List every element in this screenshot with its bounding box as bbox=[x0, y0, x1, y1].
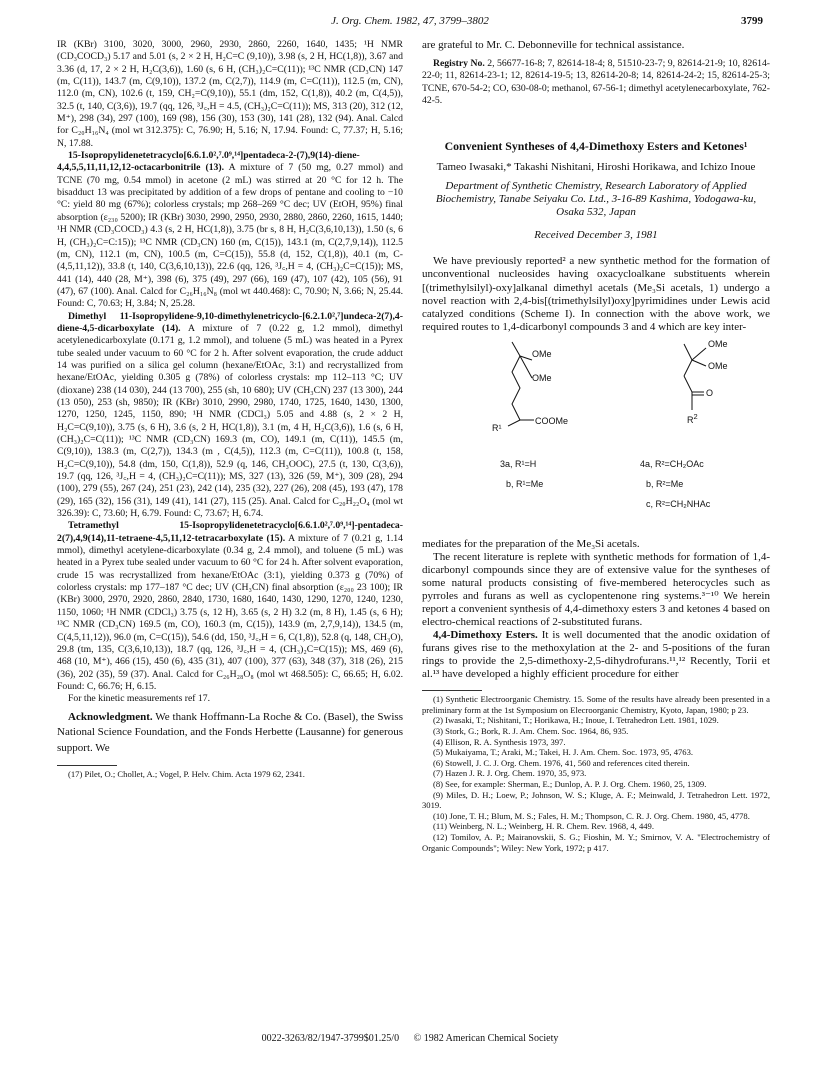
footnote-item: (9) Miles, D. H.; Loew, P.; Johnson, W. S.; Kluge, A. F.; Meinwald, J. Tetrahedron Lett. 1972, 3019. bbox=[422, 789, 770, 811]
coome-label: COOMe bbox=[535, 415, 569, 426]
right-column bbox=[422, 39, 770, 1014]
copyright-notice: © 1982 American Chemical Society bbox=[413, 1033, 559, 1044]
compound-3a-label: 3a, R¹=H bbox=[500, 458, 537, 469]
running-head bbox=[0, 15, 820, 31]
journal-citation: J. Org. Chem. 1982, 47, 3799–3802 bbox=[331, 15, 489, 27]
chain-bond-top bbox=[512, 342, 520, 356]
article-affiliation: Department of Synthetic Chemistry, Research Laboratory of Applied Biochemistry, Tanabe Seiyaku Co. Ltd., 3-16-89 Kashima, Yodogawa-ku, Osaka 532, Japan bbox=[435, 180, 757, 219]
compound-13-title: 15-Isopropylidenetetracyclo[6.6.1.0²,⁷.0⁹,¹⁴]pentadeca-2-(7),9(14)-diene-4,4,5,5,11,11,12,12-octacarbonitrile (13). bbox=[57, 150, 360, 174]
intro-paragraph-3: The recent literature is replete with synthetic methods for formation of 1,4-dicarbonyl compounds since they are of extensive value for the syntheses of some natural products consisting of five-membered heterocycles such as pyrroles and furans as well as cyclopentenone ring systems.³⁻¹⁰ We herein report a convenient synthesis of 4,4-dimethoxy esters 3 and ketones 4 based on electro-chemical reactions of 2-substituted furans. bbox=[422, 550, 770, 628]
registry-numbers bbox=[422, 58, 770, 107]
compound-4b-label: b, R²=Me bbox=[646, 478, 684, 489]
footnote-item: (8) See, for example: Sherman, E.; Dunlop, A. P. J. Org. Chem. 1960, 25, 1309. bbox=[433, 778, 707, 789]
ring-bond-1 bbox=[684, 344, 692, 360]
section-esters bbox=[422, 629, 770, 681]
page-number: 3799 bbox=[741, 15, 763, 27]
article-title: Convenient Syntheses of 4,4-Dimethoxy Esters and Ketones¹ bbox=[444, 139, 748, 154]
article-authors: Tameo Iwasaki,* Takashi Nishitani, Hiroshi Horikawa, and Ichizo Inoue bbox=[436, 161, 756, 174]
chain-zigzag bbox=[512, 356, 520, 420]
compound-4c-label: c, R²=CH₂NHAc bbox=[646, 498, 711, 509]
compound-13-paragraph bbox=[57, 150, 403, 310]
compound-15-paragraph bbox=[57, 520, 403, 693]
acknowledgment-heading: Acknowledgment. bbox=[68, 710, 153, 723]
footnote-item: (11) Weinberg, N. L.; Weinberg, H. R. Chem. Rev. 1968, 4, 449. bbox=[433, 821, 654, 832]
footnote-rule bbox=[57, 765, 117, 766]
ome-label-2: OMe bbox=[532, 372, 552, 383]
compound-14-paragraph bbox=[57, 311, 403, 521]
left-column bbox=[57, 39, 403, 1014]
received-date: Received December 3, 1981 bbox=[534, 229, 658, 242]
footnote-item: (2) Iwasaki, T.; Nishitani, T.; Horikawa, H.; Inoue, I. Tetrahedron Lett. 1981, 1029. bbox=[433, 715, 719, 726]
oxygen-label: O bbox=[706, 387, 714, 398]
section-body: It is well documented that the anodic oxidation of furans gives rise to the methoxylation at the 2- and 5-positions of the furan rings to provide the 2,5-dimethoxy-2,5-dihydrofurans.¹¹,¹² Recently, Torii et al.¹³ have developed a highly efficient procedure for either bbox=[422, 629, 770, 681]
compound-15-title: Tetramethyl 15-Isopropylidenetetracyclo[6.6.1.0²,⁷.0⁹,¹⁴]-pentadeca-2(7),4,9(14),11-tetraene-4,5,11,12-tetracarboxylate (15). bbox=[57, 520, 403, 544]
registry-heading: Registry No. bbox=[433, 58, 485, 70]
compound-12-data: IR (KBr) 3100, 3020, 3000, 2960, 2930, 2860, 2260, 1640, 1435; ¹H NMR (CD₃COCD₃) 5.17 and 5.01 (s, 2 × 2 H, H₂C=C (9,10)), 3.98 (s, 2 H, HC(1,8)), 3.67 and 3.36 (d, 17, 2 × 2 H, H₂C(3,6)), 1.60 (s, 6 H, (CH₃)₂C=C(11)); ¹³C NMR (CD₃CN) 147 (m, C(11)), 143.7 (m, C(9,10)), 137.2 (m, C(2,7)), 114.9 (m, C=C(11)), 112.5 (m, CN), 112.0 (m, CN), 102.6 (t, 159, CH₂=C(9,10)), 55.1 (dm, 152, C(1,8)), 40.2 (m, C(4,5)), 32.5 (t, 140, C(3,6)), 19.7 (qq, 126, ³J꜀,H = 4.5, (CH₃)₂C=C(11)); MS, 313 (20), 312 (12, M⁺), 298 (34), 297 (100), 169 (98), 156 (30), 153 (30), 141 (28), 132 (94). Anal. Calcd for C₂₀H₁₆N₄ (mol wt 312.375): C, 76.90; H, 5.16; N, 17.94. Found: C, 77.37; H, 5.16; N, 17.88. bbox=[57, 39, 403, 149]
compound-3b-label: b, R¹=Me bbox=[506, 478, 544, 489]
ome-bond-3 bbox=[692, 348, 706, 360]
footnote-item: (4) Ellison, R. A. Synthesis 1973, 397. bbox=[433, 736, 566, 747]
acknowledgment bbox=[57, 710, 403, 757]
footnote-item: (6) Stowell, J. C. J. Org. Chem. 1976, 41, 560 and references cited therein. bbox=[433, 757, 690, 768]
article-code: 0022-3263/82/1947-3799$01.25/0 bbox=[261, 1033, 400, 1044]
compound-4a-label: 4a, R²=CH₂OAc bbox=[640, 458, 704, 469]
intro-paragraph-1: We have previously reported² a new synthetic method for the formation of unconventional nucleosides having oxacycloalkane substituents wherein [(trimethylsilyl)-oxy]alkanal dimethyl acetals (Me₃Si acetals, 1) undergo a novel reaction with 2,4-bis[(trimethylsilyl)oxy]pyrimidines under Lewis acid catalyzed conditions (Scheme I). In connection with the above work, we required routes to 1,4-dicarbonyl compounds 3 and 4 which are key inter- bbox=[422, 255, 770, 333]
compound-13-body: A mixture of 7 (50 mg, 0.27 mmol) and TCNE (70 mg, 0.54 mmol) in acetone (2 mL) was stirred at 20 °C for 12 h. The bisadduct 13 was precipitated by addition of a few drops of pentane and cooling to −10 °C: yield 80 mg (67%); colorless crystals; mp 268–269 °C dec; UV (EtOH, 95%) final absorption (ε₂₃₀ 5200); IR (KBr) 3030, 2990, 2950, 2930, 2880, 2860, 2260, 1615, 1440; ¹H NMR (CD₃COCD₃) 4.3 (s, 2 H, HC(1,8)), 3.75 (br s, 8 H, H₂C(3,6,10,13)), 1.50 (s, 6 H, (CH₃)₂C=C:15)); ¹³C NMR (CD₃CN) 160 (m, C(15)), 143.1 (m, C(2,7,9,14)), 112.5 (m, CN), 112.1 (m, CN), 100.5 (m, C=C(15)), 55.8 (d, 152, C(1,8)), 40.1 (m, C-(4,5,11,12)), 33.8 (t, 140, C(3,6,10,13)), 22.6 (qq, 126, ³J꜀,H = 4, (CH₃)₂C=C(15)); MS, 441 (14), 440 (28, M⁺), 398 (6), 375 (49), 297 (66), 169 (47), 107 (42), 105 (56), 91 (47), 67 (100). Anal. Calcd for C₂₆H₁₆N₈ (mol wt 440.468): C, 70.90; N, 3.66; N, 25.44. Found: C, 70.63; H, 3.84; N, 25.28. bbox=[57, 162, 403, 310]
footnote-item: (10) Jone, T. H.; Blum, M. S.; Fales, H. M.; Thompson, C. R. J. Org. Chem. 1980, 45, 4778. bbox=[433, 810, 750, 821]
ring-bond-2 bbox=[684, 360, 692, 376]
ring-bond-3 bbox=[684, 376, 692, 392]
footnote-list bbox=[422, 694, 770, 853]
registry-body: 2, 56677-16-8; 7, 82614-18-4; 8, 51510-23-7; 9, 82614-21-9; 10, 82614-22-0; 11, 82614-23-1; 12, 82614-19-5; 13, 82614-20-8; 14, 82614-24-2; 15, 82614-25-3; TCNE, 670-54-2; CO, 630-08-0; methanol, 67-56-1; dimethyl acetylenecarboxylate, 762-42-5. bbox=[422, 58, 771, 107]
compound-15-body: A mixture of 7 (0.21 g, 1.14 mmol), dimethyl acetylene-dicarboxylate (0.34 g, 2.4 mmol), and toluene (5 mL) was heated in a Pyrex tube sealed under vacuum to 60 °C for 24 h. After solvent evaporation, crude 15 was recrystallized from hexane/EtOAc (3:1), yielding 0.373 g (70%) of colorless crystals: mp 177–187 °C dec; UV (CH₃CN) final absorption (ε₂₀₀ 23 100); IR (KBr) 3000, 2970, 2920, 2860, 2840, 1730, 1680, 1640, 1430, 1290, 1270, 1240, 1230, 1150, 1060; ¹H NMR (CDCl₃) 3.75 (s, 12 H), 3.65 (s, 2 H) 3.2 (m, 8 H), 1.45 (s, 6 H); ¹³C NMR (CD₃CN) 169.5 (m, CO), 160.3 (m, C(15)), 143.9 (m, 2,7,9,14)), 134.5 (m, C(4,5,11,12)), 96.0 (m, C=C(15)), 54.6 (dd, 150, ³J꜀,H = 6, C(1,8)), 52.8 (q, 148, CH₃O), 29.8 (tm, 135, C(3,6,10,13)), 18.7 (qq, 126, ³J꜀,H = 4, (CH₃)₂C=C(15)); MS, 469 (6), 468 (10, M⁺), 466 (15), 450 (6), 435 (31), 407 (100), 377 (63), 348 (37), 318 (26), 215 (36), 202 (35), 59 (37). Anal. Calcd for C₂₆H₂₈O₈ (mol wt 468.505): C, 66.65; H, 6.02. Found: C, 66.76; H, 6.15. bbox=[57, 532, 403, 692]
intro-paragraph-2: mediates for the preparation of the Me₃Si acetals. bbox=[422, 537, 640, 550]
ome-label-3: OMe bbox=[708, 338, 728, 349]
footnote-17: (17) Pilet, O.; Chollet, A.; Vogel, P. Helv. Chim. Acta 1979 62, 2341. bbox=[68, 769, 305, 780]
footnote-item: (3) Stork, G.; Bork, R. J. Am. Chem. Soc. 1964, 86, 935. bbox=[433, 726, 629, 736]
acknowledgment-body: We thank Hoffmann-La Roche & Co. (Basel), the Swiss National Science Foundation, and the Fonds Herbette (Lausanne) for generous support. We bbox=[57, 710, 403, 754]
r1-label: R¹ bbox=[492, 422, 502, 433]
footnote-item: (7) Hazen J. R. J. Org. Chem. 1970, 35, 973. bbox=[433, 768, 587, 779]
compound-14-body: A mixture of 7 (0.22 g, 1.2 mmol), dimethyl acetylenedicarboxylate (0.171 g, 1.2 mmol), and toluene (5 mL) was heated in a Pyrex tube sealed under vacuum to 60 °C for 2 h. After solvent evaporation, the crude adduct 14 was purified on a silica gel column (hexane/EtOAc, 3:1) and recrystallized from hexane/EtOAc, yielding 0.305 g (78%) of colorless crystals: mp 112–113 °C; UV (dioxane) 238 (14 030), 244 (13 700), 255 (sh, 10 680); UV (CH₃CN) 237 (13 300), 244 (13 050), 253 (sh, 9850); IR (KBr) 3010, 2990, 2980, 1740, 1725, 1640, 1430, 1300, 1270, 1250, 1245, 1150, 890; ¹H NMR (CDCl₃) 5.05 and 4.88 (s, 2 × 2 H, H₂C=C(9,10)), 3.75 (s, 6 H), 3.6 (s, 2 H, HC(1,8)), 3.1 (m, 4 H, H₂C(3,6)), 1.6 (s, 6 H, (CH₃)₂C=C(11)); ¹³C NMR (CD₃CN) 169.3 (m, CO), 149.1 (m, C(11)), 145.5 (m, C(9,10)), 138.3 (m, C(2,7)), 134.3 (m , C(4,5)), 112.3 (m, C=C(11)), 100.8 (t, 158, H₂C=C(9,10)), 54.8 (dm, 150, C(1,8)), 52.9 (q, 146, CH₃OOC), 27.5 (t, 130, C(3,6)), 19.7 (qq, 126, ³J꜀,H = 4, (CH₃)₂C=C(11)); MS, 327 (13), 326 (59, M⁺), 309 (28), 294 (100), 279 (55), 267 (24), 251 (23), 242 (14), 235 (32), 227 (26), 208 (45), 193 (47), 178 (29), 165 (32), 156 (31), 149 (41), 141 (27), 115 (25). Anal. Calcd for C₂₀H₂₂O₄ (mol wt 326.39): C, 73.60; H, 6.79. Found: C, 73.67; H, 6.74. bbox=[57, 322, 403, 520]
footnote-rule-right bbox=[422, 690, 482, 691]
structure-scheme bbox=[422, 338, 770, 532]
ome-label-1: OMe bbox=[532, 348, 552, 359]
r2-label: $R^2$ bbox=[687, 411, 698, 425]
ome-bond-4 bbox=[692, 360, 706, 366]
footnote-item: (1) Synthetic Electroorganic Chemistry. 15. Some of the results have already been presented in a preliminary form at the 1st Symposium on Elecroorganic Chemistry, Kyoto, Japan, 1980; p 23. bbox=[422, 694, 770, 715]
page-footer bbox=[0, 1033, 820, 1044]
acknowledgment-continued: are grateful to Mr. C. Debonneville for technical assistance. bbox=[422, 39, 685, 51]
ome-label-4: OMe bbox=[708, 360, 728, 371]
footnote-item: (5) Mukaiyama, T.; Araki, M.; Takei, H. J. Am. Chem. Soc. 1973, 95, 4763. bbox=[433, 747, 694, 758]
kinetic-note: For the kinetic measurements ref 17. bbox=[68, 693, 211, 705]
section-heading: 4,4-Dimethoxy Esters. bbox=[433, 629, 538, 642]
footnote-item: (12) Tomilov, A. P.; Mairanovskii, S. G.; Fioshin, M. Y.; Smirnov, V. A. "Electrochemistry of Organic Compounds"; Wiley: New York, 1972; p 417. bbox=[422, 831, 770, 853]
compound-14-title: Dimethyl 11-Isopropylidene-9,10-dimethylenetricyclo-[6.2.1.0²,⁷]undeca-2(7),4-diene-4,5-dicarboxylate (14). bbox=[57, 310, 403, 334]
r1-bond bbox=[508, 420, 520, 426]
